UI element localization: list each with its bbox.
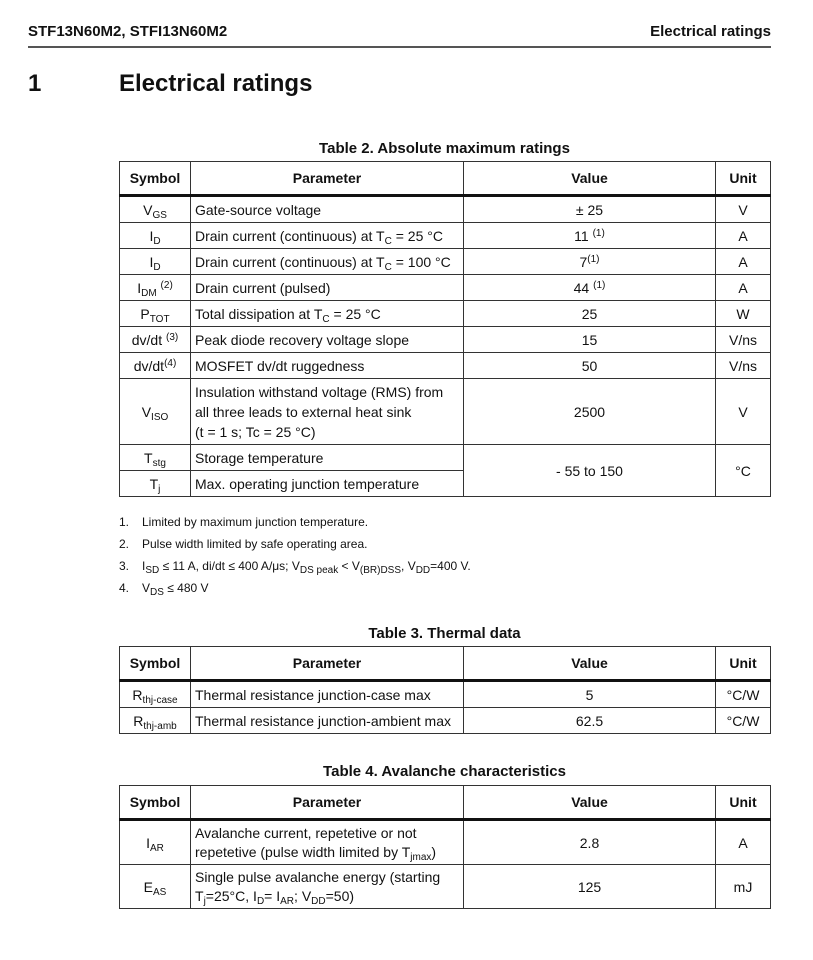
- symbol-cell: $T_j$: [120, 471, 191, 497]
- value-cell: 5: [464, 681, 716, 708]
- value-cell: - 55 to 150: [464, 445, 716, 497]
- value-cell: 44 $^{(1)}$: [464, 275, 716, 301]
- column-header-parameter: Parameter: [191, 162, 464, 196]
- unit-cell: V: [716, 196, 771, 223]
- unit-cell: mJ: [716, 865, 771, 909]
- column-header-value: Value: [464, 786, 716, 820]
- parameter-cell: Storage temperature: [191, 445, 464, 471]
- column-header-symbol: Symbol: [120, 786, 191, 820]
- table-row: [120, 445, 771, 471]
- table2-caption: Table 2. Absolute maximum ratings: [319, 140, 570, 157]
- column-header-parameter: Parameter: [191, 647, 464, 681]
- unit-cell: V: [716, 379, 771, 445]
- table-row: [120, 327, 771, 353]
- parameter-cell: Thermal resistance junction-ambient max: [191, 708, 464, 734]
- parameter-cell: Insulation withstand voltage (RMS) from all three leads to external heat sink (t = 1 s; Tc = 25 °C): [191, 379, 464, 445]
- table-row: [120, 865, 771, 909]
- parameter-cell: MOSFET dv/dt ruggedness: [191, 353, 464, 379]
- unit-cell: A: [716, 275, 771, 301]
- table-row: [120, 681, 771, 708]
- table3-caption: Table 3. Thermal data: [368, 625, 521, 642]
- section-number: 1: [28, 70, 42, 97]
- column-header-parameter: Parameter: [191, 786, 464, 820]
- footnote: 4. $V_{DS} \le 480$ V: [119, 581, 209, 598]
- symbol-cell: $E_{AS}$: [120, 865, 191, 909]
- unit-cell: A: [716, 249, 771, 275]
- symbol-cell: $V_{ISO}$: [120, 379, 191, 445]
- footnote: 2. Pulse width limited by safe operating area.: [119, 537, 368, 551]
- value-cell: 62.5: [464, 708, 716, 734]
- symbol-cell: $I_D$: [120, 223, 191, 249]
- header-rule: [28, 46, 771, 48]
- unit-cell: W: [716, 301, 771, 327]
- table2-footnotes: [119, 513, 471, 601]
- table-row: [120, 708, 771, 734]
- value-cell: 50: [464, 353, 716, 379]
- value-cell: 125: [464, 865, 716, 909]
- header-part-numbers: STF13N60M2, STFI13N60M2: [28, 23, 228, 40]
- table-row: [120, 820, 771, 865]
- unit-cell: °C/W: [716, 681, 771, 708]
- column-header-symbol: Symbol: [120, 647, 191, 681]
- unit-cell: V/ns: [716, 327, 771, 353]
- unit-cell: V/ns: [716, 353, 771, 379]
- table-row: [120, 379, 771, 445]
- unit-cell: °C/W: [716, 708, 771, 734]
- symbol-cell: $I_D$: [120, 249, 191, 275]
- column-header-unit: Unit: [716, 647, 771, 681]
- header-section-name: Electrical ratings: [650, 23, 771, 40]
- value-cell: 2500: [464, 379, 716, 445]
- footnote: 1. Limited by maximum junction temperature.: [119, 515, 369, 529]
- parameter-cell: Drain current (pulsed): [191, 275, 464, 301]
- symbol-cell: dv/dt $^{(3)}$: [120, 327, 191, 353]
- parameter-cell: Drain current (continuous) at $T_C = 100$ °C: [191, 249, 464, 275]
- column-header-symbol: Symbol: [120, 162, 191, 196]
- parameter-cell: Max. operating junction temperature: [191, 471, 464, 497]
- column-header-unit: Unit: [716, 786, 771, 820]
- symbol-cell: $V_{GS}$: [120, 196, 191, 223]
- value-cell: 2.8: [464, 820, 716, 865]
- symbol-cell: $T_{stg}$: [120, 445, 191, 471]
- absolute-maximum-ratings-table: [119, 161, 771, 497]
- symbol-cell: $R_{thj-case}$: [120, 681, 191, 708]
- parameter-cell: Thermal resistance junction-case max: [191, 681, 464, 708]
- table-row: [120, 249, 771, 275]
- value-cell: 7$^{(1)}$: [464, 249, 716, 275]
- parameter-cell: Single pulse avalanche energy (starting $T_j=25^\circ C$, $I_D= I_{AR}$; $V_{DD}=50$): [191, 865, 464, 909]
- value-cell: ± 25: [464, 196, 716, 223]
- symbol-cell: $P_{TOT}$: [120, 301, 191, 327]
- symbol-cell: $dv/dt^{(4)}$: [120, 353, 191, 379]
- section-title: Electrical ratings: [119, 70, 313, 97]
- table-row: [120, 275, 771, 301]
- parameter-cell: Total dissipation at $T_C = 25$ °C: [191, 301, 464, 327]
- avalanche-characteristics-table: [119, 785, 771, 909]
- unit-cell: A: [716, 223, 771, 249]
- parameter-cell: Peak diode recovery voltage slope: [191, 327, 464, 353]
- symbol-cell: $I_{AR}$: [120, 820, 191, 865]
- footnote: 3. $I_{SD} \le 11$ A, di/dt ≤ 400 A/μs; $V_{DS peak} < V_{(BR)DSS}$, $V_{DD}=400$ V.: [119, 559, 471, 576]
- table-row: [120, 353, 771, 379]
- parameter-cell: Gate-source voltage: [191, 196, 464, 223]
- thermal-data-table: [119, 646, 771, 734]
- column-header-value: Value: [464, 162, 716, 196]
- unit-cell: A: [716, 820, 771, 865]
- value-cell: 11 $^{(1)}$: [464, 223, 716, 249]
- table-row: [120, 196, 771, 223]
- table-row: [120, 223, 771, 249]
- symbol-cell: $R_{thj-amb}$: [120, 708, 191, 734]
- symbol-cell: $I_{DM}$ $^{(2)}$: [120, 275, 191, 301]
- table4-caption: Table 4. Avalanche characteristics: [323, 763, 566, 780]
- parameter-cell: Avalanche current, repetetive or not repetetive (pulse width limited by $T_{jmax}$): [191, 820, 464, 865]
- column-header-value: Value: [464, 647, 716, 681]
- parameter-cell: Drain current (continuous) at $T_C = 25$ °C: [191, 223, 464, 249]
- column-header-unit: Unit: [716, 162, 771, 196]
- unit-cell: °C: [716, 445, 771, 497]
- table-row: [120, 301, 771, 327]
- value-cell: 25: [464, 301, 716, 327]
- value-cell: 15: [464, 327, 716, 353]
